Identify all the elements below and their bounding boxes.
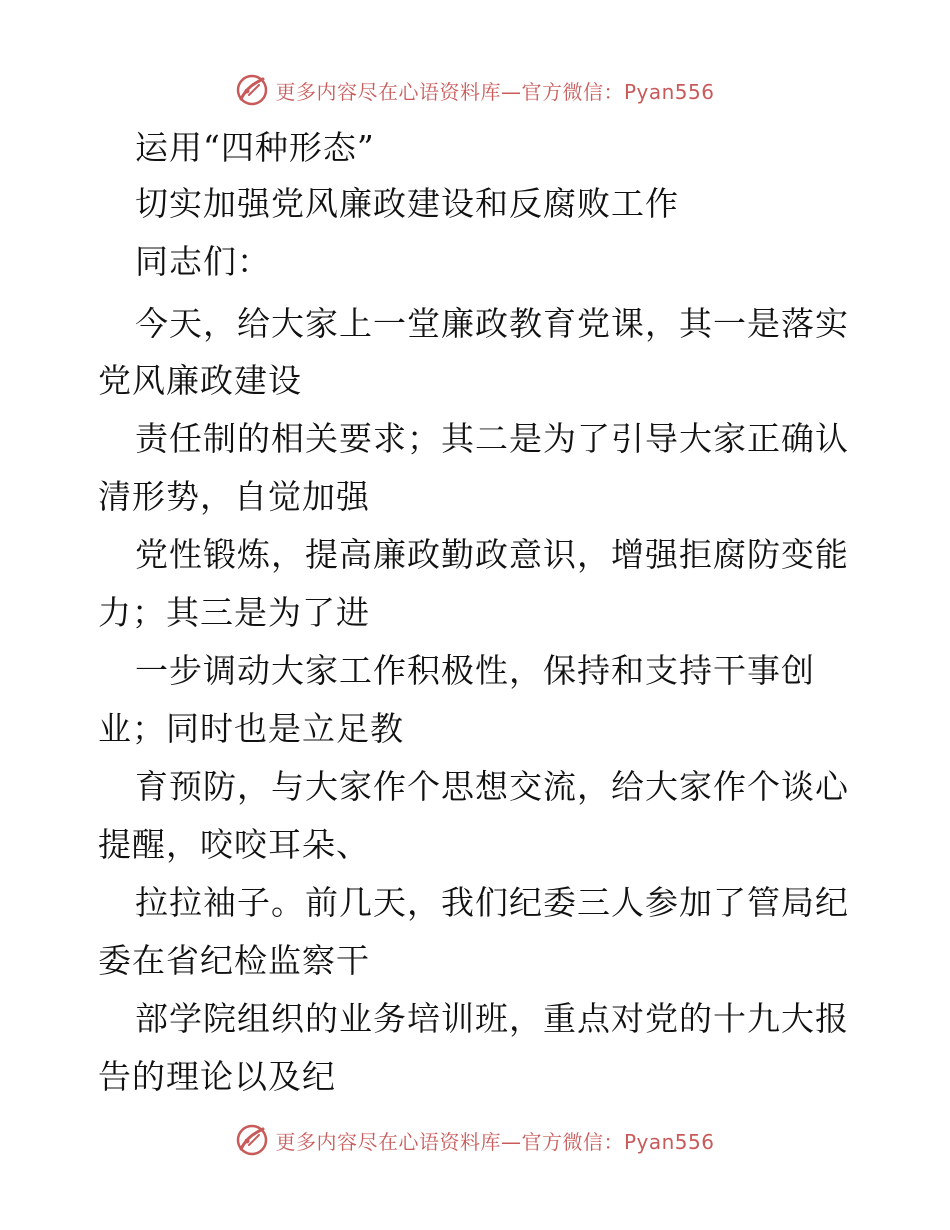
doc-salutation: 同志们： xyxy=(135,242,271,281)
paragraph-line: 今天，给大家上一堂廉政教育党课，其一是落实 xyxy=(135,304,849,343)
paragraph-line: 育预防，与大家作个思想交流，给大家作个谈心 xyxy=(135,767,849,806)
paragraph-line: 党风廉政建设 xyxy=(98,361,302,400)
footer-watermark xyxy=(0,1118,950,1162)
paragraph-line: 力；其三是为了进 xyxy=(98,593,370,632)
paragraph-line: 告的理论以及纪 xyxy=(98,1057,336,1096)
paragraph-line: 业；同时也是立足教 xyxy=(98,709,404,748)
paragraph-line: 部学院组织的业务培训班，重点对党的十九大报 xyxy=(135,999,849,1038)
paragraph-line: 责任制的相关要求；其二是为了引导大家正确认 xyxy=(135,419,849,458)
signature-pen-logo xyxy=(235,73,269,107)
header-watermark xyxy=(0,68,950,112)
watermark-text: 更多内容尽在心语资料库—官方微信：Pyan556 xyxy=(275,1129,715,1154)
doc-subtitle: 切实加强党风廉政建设和反腐败工作 xyxy=(135,184,679,223)
doc-title: 运用“四种形态” xyxy=(135,128,375,167)
paragraph-line: 拉拉袖子。前几天，我们纪委三人参加了管局纪 xyxy=(135,883,849,922)
signature-pen-logo xyxy=(235,1123,269,1157)
watermark-text: 更多内容尽在心语资料库—官方微信：Pyan556 xyxy=(275,79,715,104)
paragraph-line: 一步调动大家工作积极性，保持和支持干事创 xyxy=(135,651,815,690)
paragraph-line: 清形势，自觉加强 xyxy=(98,477,370,516)
paragraph-line: 提醒，咬咬耳朵、 xyxy=(98,825,370,864)
paragraph-line: 党性锻炼，提高廉政勤政意识，增强拒腐防变能 xyxy=(135,535,849,574)
paragraph-line: 委在省纪检监察干 xyxy=(98,941,370,980)
